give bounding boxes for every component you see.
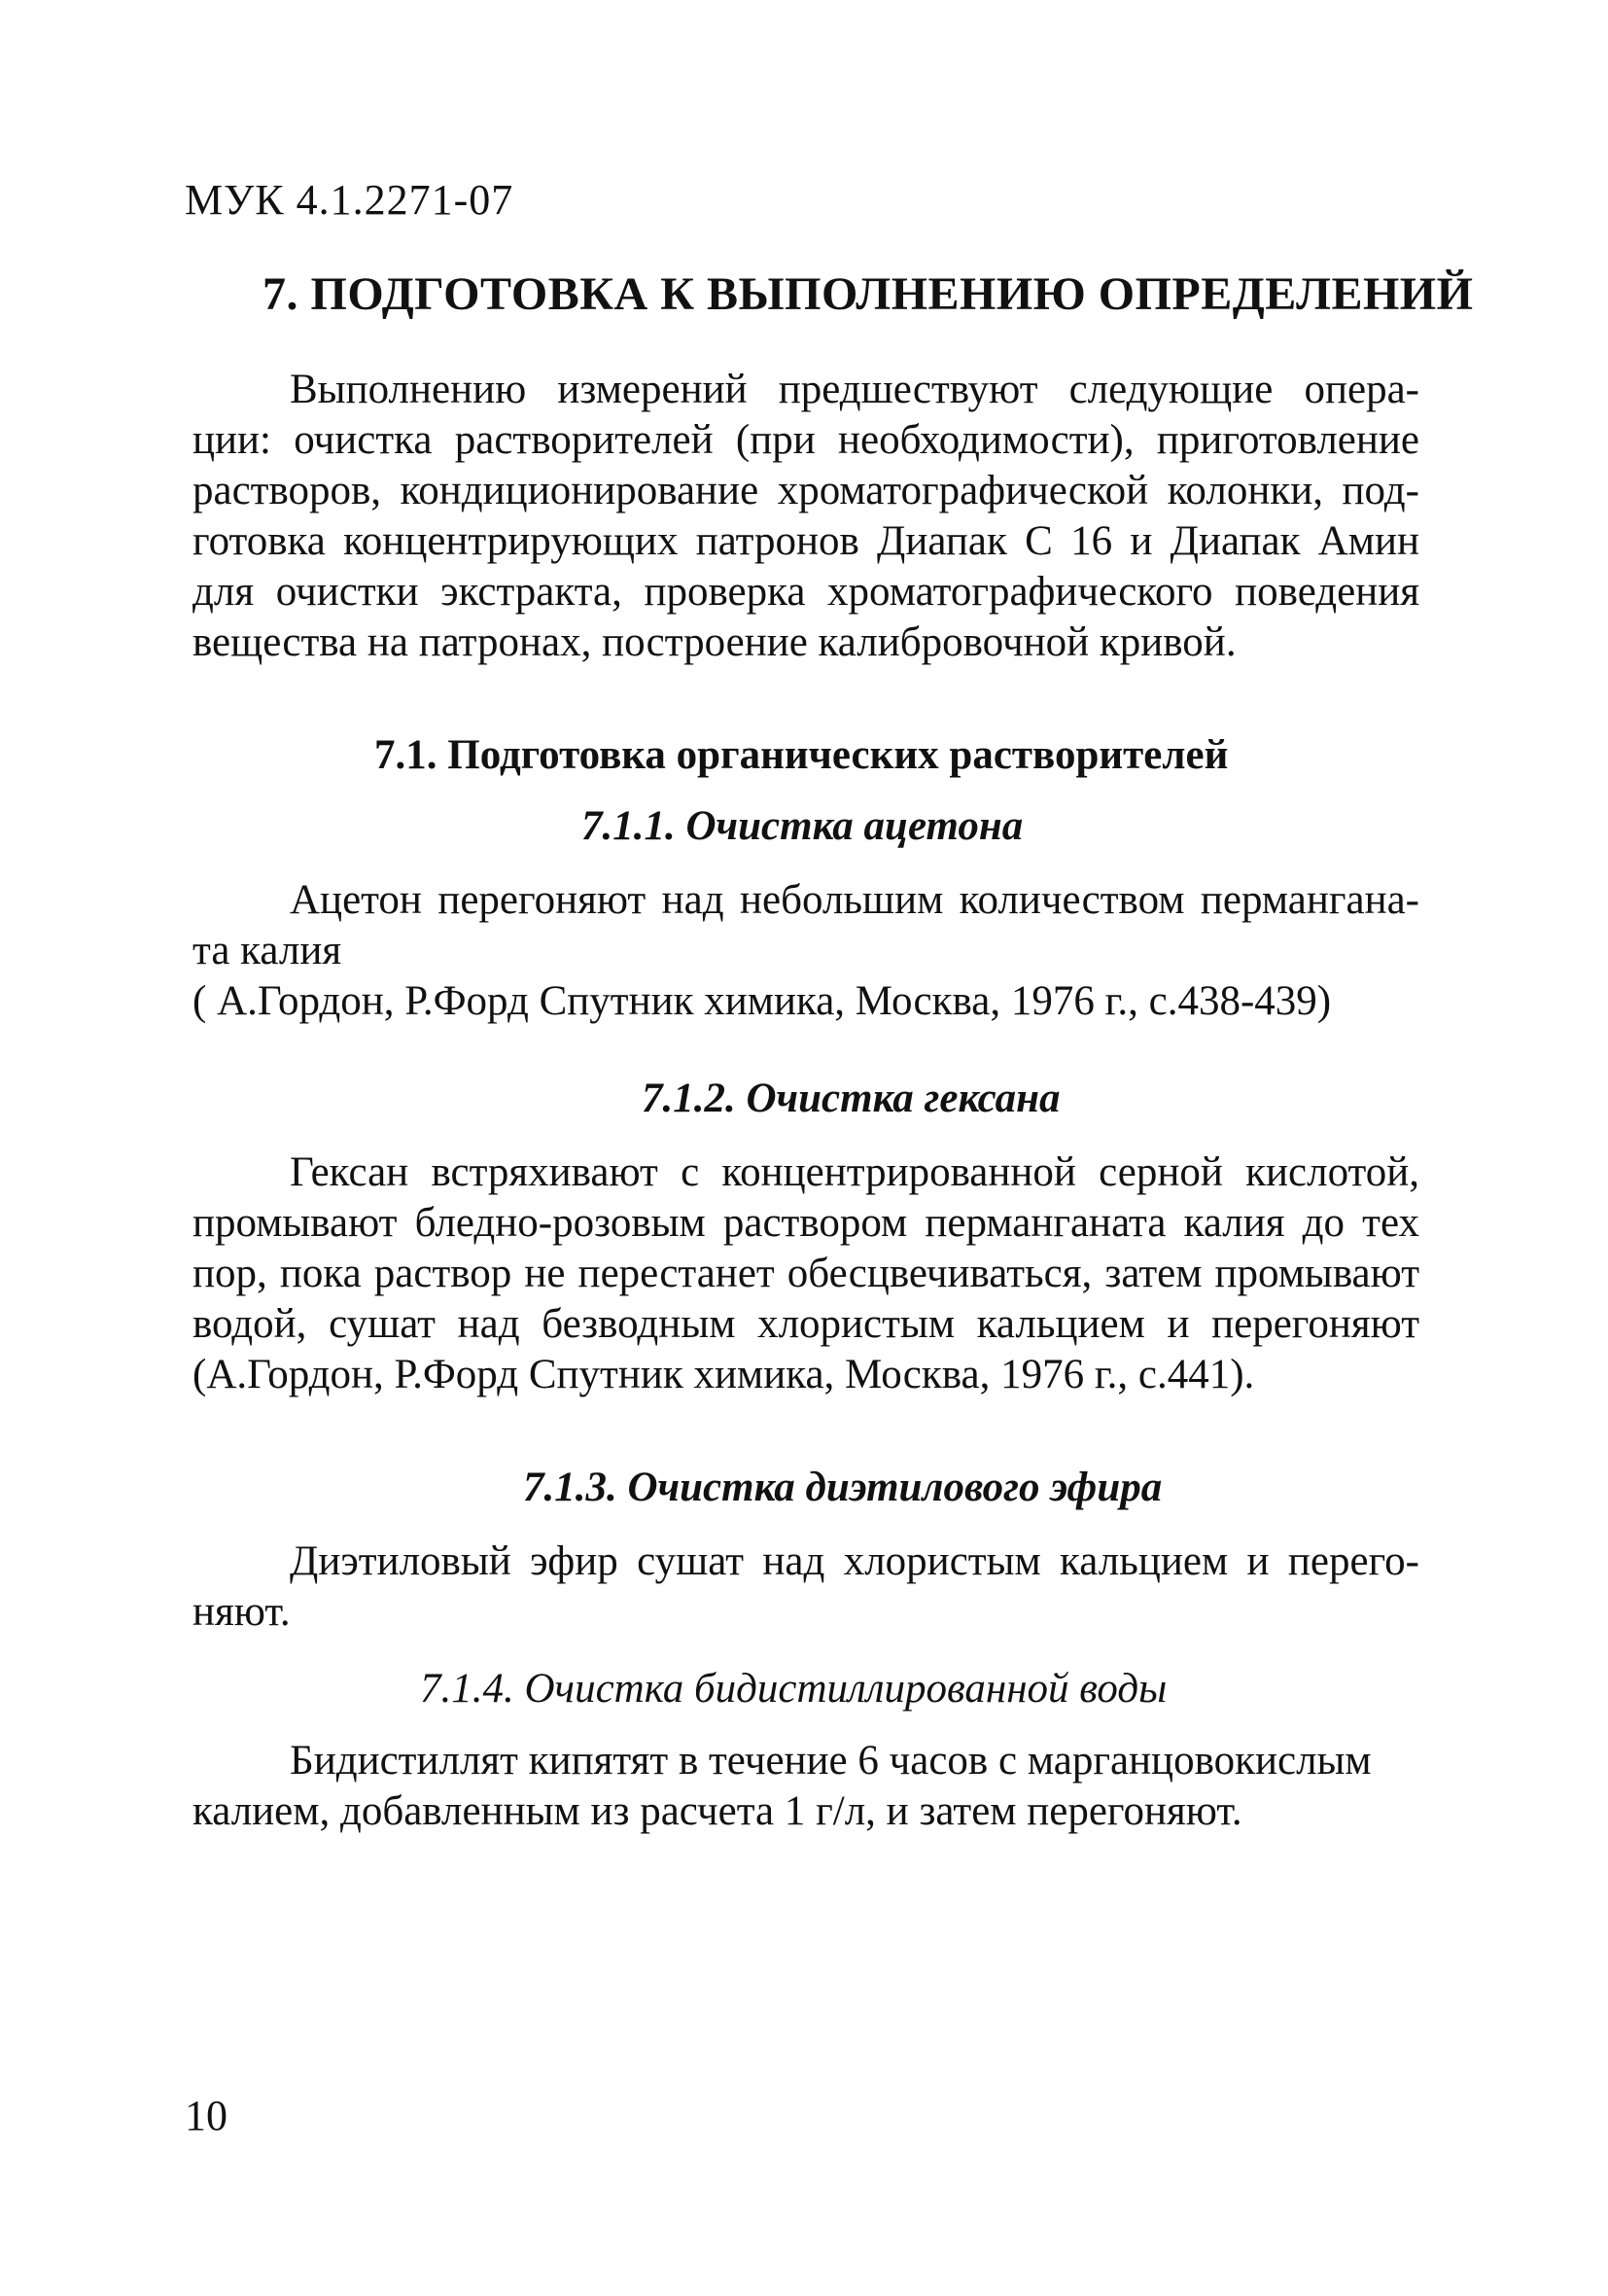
- section-7-1-4-title: 7.1.4. Очистка бидистиллированной воды: [420, 1666, 1168, 1712]
- section-7-1-2-title: 7.1.2. Очистка гексана: [642, 1076, 1061, 1121]
- paragraph-line: Бидистиллят кипятят в течение 6 часов с марганцовокислым: [290, 1738, 1372, 1784]
- section-7-1-3-title: 7.1.3. Очистка диэтилового эфира: [523, 1465, 1163, 1510]
- paragraph-line: вещества на патронах, построение калибровочной кривой.: [192, 619, 1237, 665]
- paragraph-line: та калия: [192, 928, 342, 973]
- paragraph-line: Выполнению измерений предшествуют следующие опера-: [290, 367, 1419, 412]
- section-7-1-1-paragraph: [192, 875, 1419, 1027]
- document-code: МУК 4.1.2271-07: [185, 176, 514, 224]
- paragraph-line: Диэтиловый эфир сушат над хлористым кальцием и перего-: [290, 1538, 1419, 1584]
- paragraph-line: ( А.Гордон, Р.Форд Спутник химика, Москва, 1976 г., с.438-439): [192, 978, 1332, 1024]
- section-7-1-title: 7.1. Подготовка органических растворителей: [374, 732, 1229, 778]
- paragraph-line: Ацетон перегоняют над небольшим количеством пермангана-: [290, 877, 1419, 923]
- paragraph-line: ции: очистка растворителей (при необходимости), приготовление: [192, 417, 1419, 463]
- paragraph-line: Гексан встряхивают с концентрированной серной кислотой,: [290, 1149, 1419, 1195]
- section-7-intro-paragraph: [192, 365, 1419, 668]
- paragraph-line: няют.: [192, 1589, 291, 1635]
- section-7-1-2-paragraph: [192, 1148, 1419, 1400]
- paragraph-line: промывают бледно-розовым раствором перманганата калия до тех: [192, 1200, 1419, 1246]
- paragraph-line: калием, добавленным из расчета 1 г/л, и затем перегоняют.: [192, 1788, 1242, 1834]
- section-7-title: 7. ПОДГОТОВКА К ВЫПОЛНЕНИЮ ОПРЕДЕЛЕНИЙ: [262, 268, 1474, 320]
- paragraph-line: готовка концентрирующих патронов Диапак С 16 и Диапак Амин: [192, 518, 1419, 564]
- section-7-1-4-paragraph: [192, 1736, 1419, 1837]
- page-number: 10: [185, 2092, 227, 2139]
- section-7-1-3-paragraph: [192, 1537, 1419, 1638]
- section-7-1-1-title: 7.1.1. Очистка ацетона: [581, 803, 1024, 849]
- paragraph-line: пор, пока раствор не перестанет обесцвечиваться, затем промывают: [192, 1251, 1419, 1296]
- paragraph-line: (А.Гордон, Р.Форд Спутник химика, Москва, 1976 г., с.441).: [192, 1352, 1255, 1397]
- paragraph-line: растворов, кондиционирование хроматографической колонки, под-: [192, 468, 1419, 513]
- paragraph-line: для очистки экстракта, проверка хроматографического поведения: [192, 569, 1419, 615]
- paragraph-line: водой, сушат над безводным хлористым кальцием и перегоняют: [192, 1301, 1419, 1347]
